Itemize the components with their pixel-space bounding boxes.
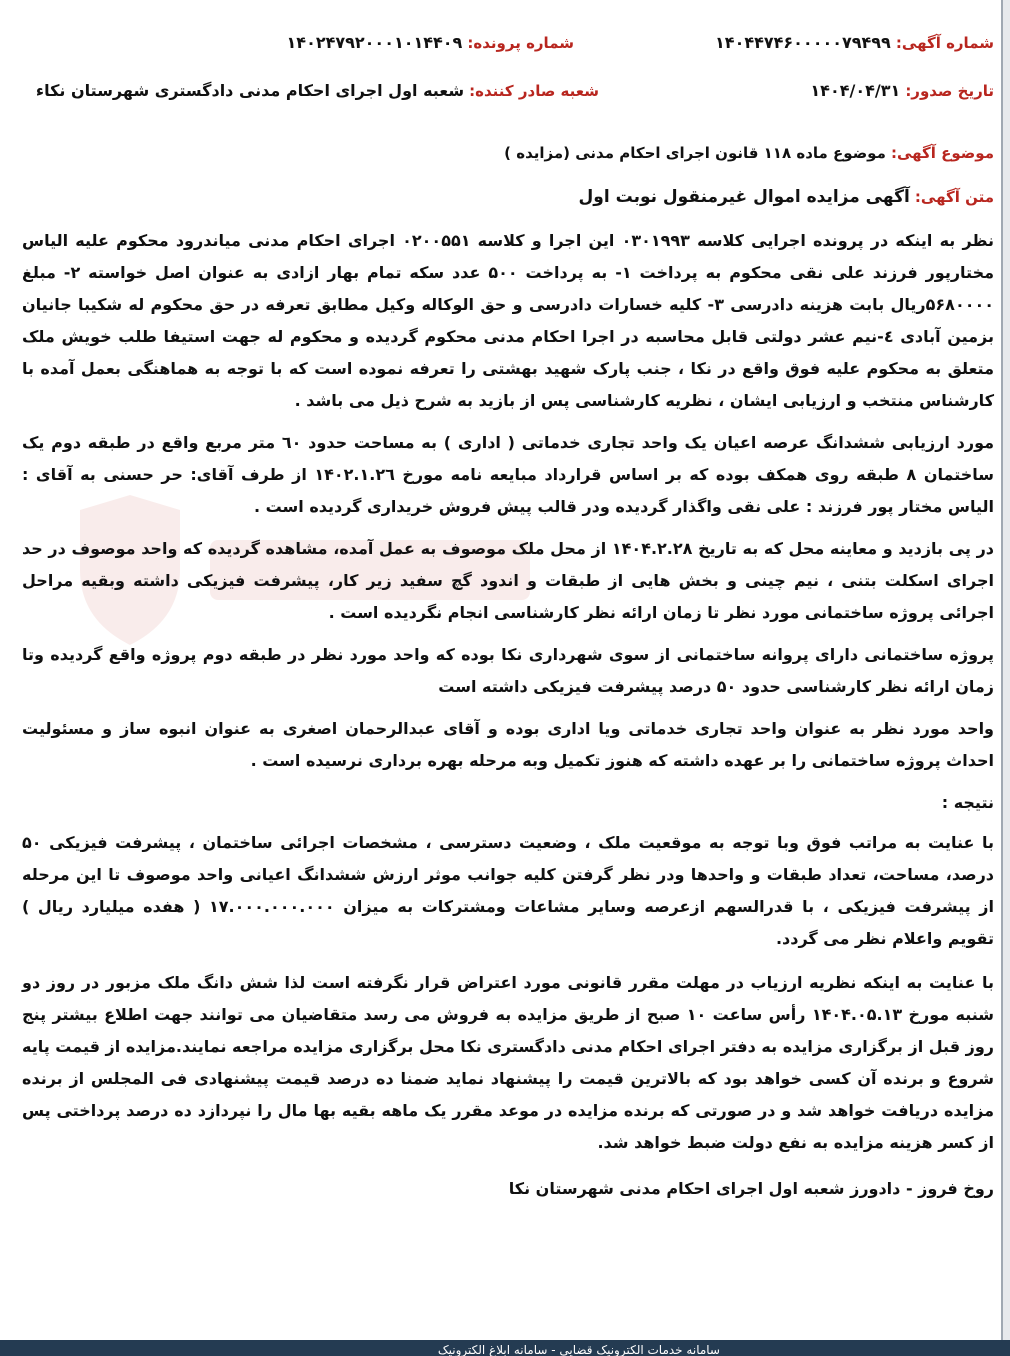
result-label: نتیجه :	[941, 793, 994, 812]
issue-date-row	[810, 81, 994, 100]
text-title: آگهی مزایده اموال غیرمنقول نوبت اول	[578, 187, 910, 207]
case-number-label: شماره پرونده:	[467, 34, 574, 52]
subject: موضوع ماده ۱۱۸ قانون اجرای احکام مدنی (مزایده )	[504, 144, 886, 162]
paragraph-1: نظر به اینکه در پرونده اجرایی کلاسه ۰۳۰۱۹۹۳ این اجرا و کلاسه ۰۲۰۰۵۵۱ اجرای احکام مدنی میاندرود محکوم علیه الیاس مختارپور فرزند علی نقی محکوم به پرداخت ۱- به پرداخت ۵۰۰ عدد سکه تمام بهار ازادی به عنوان اصل خواسته ۲- مبلغ ۵۶۸۰۰۰۰ریال بابت هزینه دادرسی ۳- کلیه خسارات دادرسی و حق الوکاله وکیل مطابق تعرفه در حق محکوم له شکیبا جانیان بزمین آبادی ٤-نیم عشر دولتی قابل محاسبه در اجرا احکام مدنی محکوم گردیده و محکوم له جهت استیفا طلب خویش ملک متعلق به محکوم علیه فوق واقع در نکا ، جنب پارک شهید بهشتی را تعرفه نموده است که با توجه به هماهنگی بعمل آمده با کارشناس منتخب و ارزیابی ایشان ، نظریه کارشناسی پس از بازید به شرح ذیل می باشد .	[22, 231, 995, 410]
subject-label: موضوع آگهی:	[890, 144, 994, 162]
signature: روخ فروز - دادورز شعبه اول اجرای احکام مدنی شهرستان نکا	[508, 1179, 994, 1198]
issuer-row	[36, 81, 599, 100]
text-title-row	[579, 187, 994, 207]
issue-date: ۱۴۰۴/۰۴/۳۱	[810, 81, 901, 100]
paragraph-5: واحد مورد نظر به عنوان واحد تجاری خدماتی ویا اداری بوده و آقای عبدالرحمان اصغری به عنوان انبوه ساز و مسئولیت احداث پروژه ساختمانی را بر عهده داشته که هنوز تکمیل وبه مرحله بهره برداری نرسیده است .	[22, 719, 994, 770]
paragraph-6: با عنایت به مراتب فوق وبا توجه به موقعیت ملک ، وضعیت دسترسی ، مشخصات اجرائی ساختمان ، پیشرفت فیزیکی ۵۰ درصد، مساحت، تعداد طبقات و واحدها ودر نظر گرفتن کلیه جوانب موثر ارزش ششدانگ اعیانی واحد موصوف تا این مرحله از پیشرفت فیزیکی ، با قدرالسهم ازعرصه وسایر مشاعات ومشترکات به میزان ۱۷.۰۰۰.۰۰۰.۰۰۰ ( هفده میلیارد ریال ) تقویم واعلام نظر می گردد.	[22, 833, 994, 948]
case-number-row	[287, 33, 574, 52]
issuer: شعبه اول اجرای احکام مدنی دادگستری شهرستان نکاء	[35, 81, 465, 100]
footer-bar	[0, 1340, 1010, 1356]
ad-body	[22, 225, 994, 1205]
paragraph-4: پروژه ساختمانی دارای پروانه ساختمانی از سوی شهرداری نکا بوده که واحد مورد نظر در طبقه دوم پروژه واقع گردیده وتا زمان ارائه نظر کارشناسی حدود ۵۰ درصد پیشرفت فیزیکی داشته است	[22, 645, 994, 696]
paragraph-3: در پی بازدید و معاینه محل که به تاریخ ۱۴۰۴.۲.۲۸ از محل ملک موصوف به عمل آمده، مشاهده گردیده که واحد موصوف در حد اجرای اسکلت بتنی ، نیم چینی و بخش هایی از طبقات و اندود گچ سفید زیر کار، پیشرفت فیزیکی داشته وبقیه مراحل اجرائی پروژه ساختمانی مورد نظر تا زمان ارائه نظر کارشناسی انجام نگردیده است .	[22, 539, 994, 622]
text-label: متن آگهی:	[914, 188, 994, 206]
paragraph-7: با عنایت به اینکه نظریه ارزیاب در مهلت مقرر قانونی مورد اعتراض قرار نگرفته است لذا شش دانگ ملک مزبور در روز دو شنبه مورخ ۱۴۰۴.۰۵.۱۳ رأس ساعت ۱۰ صبح از طریق مزایده به فروش می رسد متقاضیان می توانند جهت اطلاع بیشتر پنج روز قبل از برگزاری مزایده به دفتر اجرای احکام مدنی دادگستری نکا محل برگزاری مزایده مراجعه نمایند.مزایده از قیمت پایه شروع و برنده آن کسی خواهد بود که بالاترین قیمت را پیشنهاد نماید ضمنا ده درصد قیمت پیشنهادی فی المجلس از برنده مزایده دریافت خواهد شد و در صورتی که برنده مزایده در موعد مقرر یک ماهه بقیه بها مال را نپردازد ده درصد پرداختی پس از کسر هزینه مزایده به نفع دولت ضبط خواهد شد.	[22, 973, 995, 1152]
issuer-label: شعبه صادر کننده:	[469, 82, 599, 100]
scrollbar[interactable]	[1003, 0, 1010, 1340]
subject-row	[504, 143, 994, 162]
paragraph-2: مورد ارزیابی ششدانگ عرصه اعیان یک واحد تجاری خدماتی ( اداری ) به مساحت حدود ٦۰ متر مربع واقع در طبقه دوم یک ساختمان ۸ طبقه روی همکف بوده که بر اساس قرارداد مبایعه نامه مورخ ۱۴۰۲.۱.۲٦ از طرف آقای: حر حسنی به آقای : الیاس مختار پور فرزند : علی نقی واگذار گردیده ودر قالب پیش فروش خریداری گردیده است .	[22, 433, 995, 516]
footer-text: سامانه خدمات الکترونیک قضایی - سامانه ابلاغ الکترونیک	[437, 1343, 720, 1356]
case-number: ۱۴۰۲۴۷۹۲۰۰۰۱۰۱۴۴۰۹	[286, 33, 463, 52]
ad-number-label: شماره آگهی:	[895, 34, 994, 52]
issue-date-label: تاریخ صدور:	[905, 82, 994, 100]
ad-number: ۱۴۰۴۴۷۴۶۰۰۰۰۰۷۹۴۹۹	[715, 33, 891, 52]
ad-number-row	[715, 33, 994, 52]
